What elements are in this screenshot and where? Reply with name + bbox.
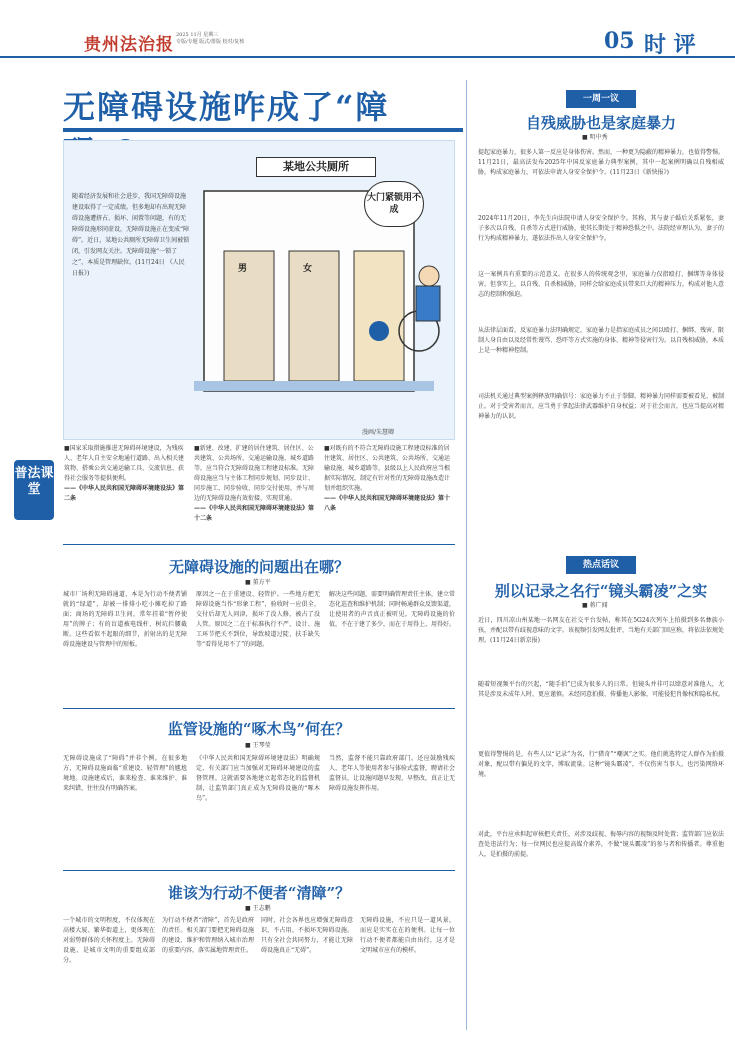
masthead bbox=[0, 0, 735, 58]
article1-byline: ■ 董方平 bbox=[245, 579, 271, 586]
article1-col2: 原因之一在于重建设、轻管护。一些地方把无障碍设施当作“形象工程”，验收时一应俱全，交付后却无人问津，损坏了没人修，被占了没人管。原因之二在于标准执行不严，设计、施工环节把关不到位，导致坡道过陡、扶手缺失等“看得见用不了”的问题。 bbox=[196, 591, 320, 648]
article1-col3: 解决这些问题，需要明确管理责任主体，建立常态化巡查和维护机制；同时畅通群众反馈渠道，让使用者的声音真正被听见。无障碍设施的价值，不在于建了多少，而在于用得上、用得好。 bbox=[329, 591, 456, 628]
side2-para4: 对此，平台应承担起审核把关责任，对涉及歧视、侮辱内容的视频及时处置；监管部门应依法查处违法行为；每一位网民也应提高媒介素养，不做“镜头霸凌”的参与者和传播者。尊重他人，是拍摄的前提。 bbox=[478, 831, 725, 858]
side2-para2: 随着短视频平台的兴起，“随手拍”已成为很多人的日常。但镜头并非可以肆意对准他人，尤其是涉及未成年人时，更应谨慎。未经同意拍摄、传播他人影像，可能侵犯肖像权和隐私权。 bbox=[478, 681, 725, 698]
article2-col3: 当然，监督不能只靠政府部门。还应鼓励残疾人、老年人等使用者参与体验式监督，聘请社会监督员，让设施问题早发现、早整改，真正让无障碍设施发挥作用。 bbox=[329, 755, 456, 792]
divider bbox=[63, 870, 455, 871]
side2-label: 热点话议 bbox=[566, 556, 636, 574]
side2-title: 别以记录之名行“镜头霸凌”之实 bbox=[494, 582, 708, 600]
law-badge: 普法课堂 bbox=[14, 460, 54, 520]
divider bbox=[63, 544, 455, 545]
issue-date: 2025 11月 星期三 bbox=[176, 32, 219, 38]
law-clause-3: ■对既有的不符合无障碍设施工程建设标准的居住建筑、居住区、公共建筑、公共场所、交通运输设施、城乡道路等，县级以上人民政府应当根据实际情况，制定有针对性的无障碍设施改造计划并组织实施。 bbox=[324, 445, 451, 492]
newspaper-logo: 贵州法治报 bbox=[84, 35, 174, 55]
divider bbox=[63, 708, 455, 709]
article2-col1: 无障碍设施成了“障碍”并非个例。在很多地方，无障碍设施面临“重建设、轻管理”的尴尬境地。设施建成后，谁来检查、谁来维护、谁来纠错，往往没有明确答案。 bbox=[63, 755, 187, 792]
article3-col4: 无障碍设施，不应只是一道风景，而应是实实在在的便利。让每一位行动不便者都能自由出行，这才是文明城市应有的模样。 bbox=[360, 917, 455, 954]
page-headline: 无障碍设施咋成了“障 bbox=[63, 88, 390, 126]
law-clause-1: ■国家采取措施推进无障碍环境建设，为残疾人、老年人自主安全地通行道路、出入相关建筑物、搭乘公共交通运输工具、交流信息、获得社会服务等提供便利。 bbox=[64, 445, 185, 482]
article1-col1: 城市厂场利无障碍通道，本是为行动不便者铺就的“绿道”，却被一排排小吃小摊吃掉了路面；商场的无障碍卫生间，常年挂着“暂停使用”的牌子；有的盲道被电线杆、树坑拦腰截断。这些看似不起眼的细节，折射出的是无障碍设施建设与管理中的短板。 bbox=[63, 591, 187, 648]
editor-credits: 专版/专题 版式/排版 校对/复核 bbox=[176, 39, 245, 45]
side1-byline: ■ 明中秀 bbox=[582, 134, 608, 141]
side1-para2: 这一案例具有重要的示范意义。在很多人的传统观念里，家庭暴力仅指殴打、捆绑等身体侵害。但事实上，以自残、自杀相威胁，同样会给家庭成员带来巨大的精神压力，构成对他人意志的控制和强迫。 bbox=[478, 271, 725, 298]
article3-col1: 一个城市的文明程度，不仅体现在高楼大厦、繁华街道上，更体现在对弱势群体的关怀程度上。无障碍设施，是城市文明的重要组成部分。 bbox=[63, 917, 155, 964]
law-source-1: ——《中华人民共和国无障碍环境建设法》第二条 bbox=[64, 485, 185, 502]
side1-lead: 提起家庭暴力，很多人第一反应是身体伤害。然而，一种更为隐蔽的精神暴力，也值得警惕。11月21日，最高法发布2025年中国反家庭暴力典型案例，其中一起案例明确以自残相威胁，构成家庭暴力，可依法申请人身安全保护令。(11月23日《新快报》) bbox=[478, 149, 725, 176]
side2-byline: ■ 蒋广闻 bbox=[582, 602, 608, 609]
section-title: 时 评 bbox=[644, 32, 696, 58]
illustration-credit: 漫画/朱慧卿 bbox=[362, 429, 395, 436]
side2-para1: 近日，四川凉山州某地一名网友在社交平台发帖，称其在5G24次列车上拍摄到多名彝族小孩，并配以带有歧视意味的文字。该视频引发网友批评，当地有关部门回应称，将依法依规处理。(11月24日新京报) bbox=[478, 617, 725, 644]
law-source-3: ——《中华人民共和国无障碍环境建设法》第十八条 bbox=[324, 495, 451, 512]
law-source-2: ——《中华人民共和国无障碍环境建设法》第十二条 bbox=[194, 505, 315, 522]
article3-byline: ■ 王志鹏 bbox=[245, 905, 271, 912]
article2-col2: 《中华人民共和国无障碍环境建设法》明确规定，有关部门应当加强对无障碍环境建设的监督管理。这就需要各地建立起常态化的监督机制，让监管部门真正成为无障碍设施的“啄木鸟”。 bbox=[196, 755, 320, 802]
article3-title: 谁该为行动不便者“清障”？ bbox=[167, 884, 351, 902]
toilet-sign: 某地公共厕所 bbox=[256, 157, 376, 177]
article1-title: 无障碍设施的问题出在哪？ bbox=[168, 558, 349, 576]
headline-rule bbox=[63, 128, 463, 132]
side2-para3: 更值得警惕的是，有些人以“记录”为名，行“猎奇”“嘲讽”之实。他们挑选特定人群作为拍摄对象，配以带有偏见的文字，博取流量。这种“镜头霸凌”，不仅伤害当事人，也污染网络环境。 bbox=[478, 751, 724, 778]
article3-col3: 同时，社会各界也应增强无障碍意识，不占用、不损坏无障碍设施。只有全社会共同努力，才能让无障碍设施真正“无碍”。 bbox=[261, 917, 353, 954]
side1-para1: 2024年11月20日，李先生向法院申请人身安全保护令。其称，其与妻子婚后关系紧张，妻子多次以自残、自杀等方式进行威胁，使其长期处于精神恐惧之中。法院经审理认为，妻子的行为构成精神暴力，遂依法作出人身安全保护令。 bbox=[478, 215, 725, 242]
article3-col2: 为行动不便者“清障”，首先是政府的责任。相关部门要把无障碍设施的建设、维护和管理纳入城市治理的重要内容，落实属地管理责任。 bbox=[162, 917, 254, 954]
side1-label: 一周一议 bbox=[566, 90, 636, 108]
side1-para3: 从法律层面看，反家庭暴力法明确规定，家庭暴力是指家庭成员之间以殴打、捆绑、残害、限制人身自由以及经常性谩骂、恐吓等方式实施的身体、精神等侵害行为。以自残相威胁，本质上是一种精神控制。 bbox=[478, 327, 725, 354]
cartoon-illustration bbox=[63, 140, 455, 440]
illustration-intro: 随着经济发展和社会进步，我国无障碍设施建设取得了一定成绩。但多地却有出现无障碍设施遭挤占、损坏、闲置等问题，有的无障碍设施形同虚设，无障碍设施正在变成“障碍”。近日，某地公共厕所无障碍卫生间被锁闭，引发网友关注。无障碍设施“一锁了之”，本质是管理缺位。(11月24日 《人民日报》) bbox=[72, 193, 190, 277]
law-excerpt-box bbox=[14, 440, 455, 540]
page-number: 05 bbox=[604, 28, 635, 54]
side1-para4: 司法机关通过典型案例释放明确信号：家庭暴力不止于拳脚，精神暴力同样需要被看见、被制止。对于受害者而言，应当勇于拿起法律武器维护自身权益；对于社会而言，也应当提高对精神暴力的认识。 bbox=[478, 393, 725, 420]
article2-title: 监管设施的“啄木鸟”何在？ bbox=[167, 720, 351, 738]
door-label-women: 女 bbox=[303, 264, 313, 274]
article2-byline: ■ 王琴莹 bbox=[245, 742, 271, 749]
side1-title: 自残威胁也是家庭暴力 bbox=[525, 114, 676, 132]
wheelchair-sign-icon bbox=[369, 321, 389, 341]
masthead-meta bbox=[176, 32, 296, 46]
door-label-men: 男 bbox=[238, 264, 248, 274]
speech-bubble: 大门紧锁用不成 bbox=[364, 181, 424, 227]
law-clause-2: ■新建、改建、扩建的居住建筑、居住区、公共建筑、公共场所、交通运输设施、城乡道路等，应当符合无障碍设施工程建设标准。无障碍设施应当与主体工程同步规划、同步设计、同步施工、同步验收、同步交付使用，并与周边的无障碍设施有效衔接、实现贯通。 bbox=[194, 445, 315, 502]
column-divider bbox=[466, 80, 467, 1030]
